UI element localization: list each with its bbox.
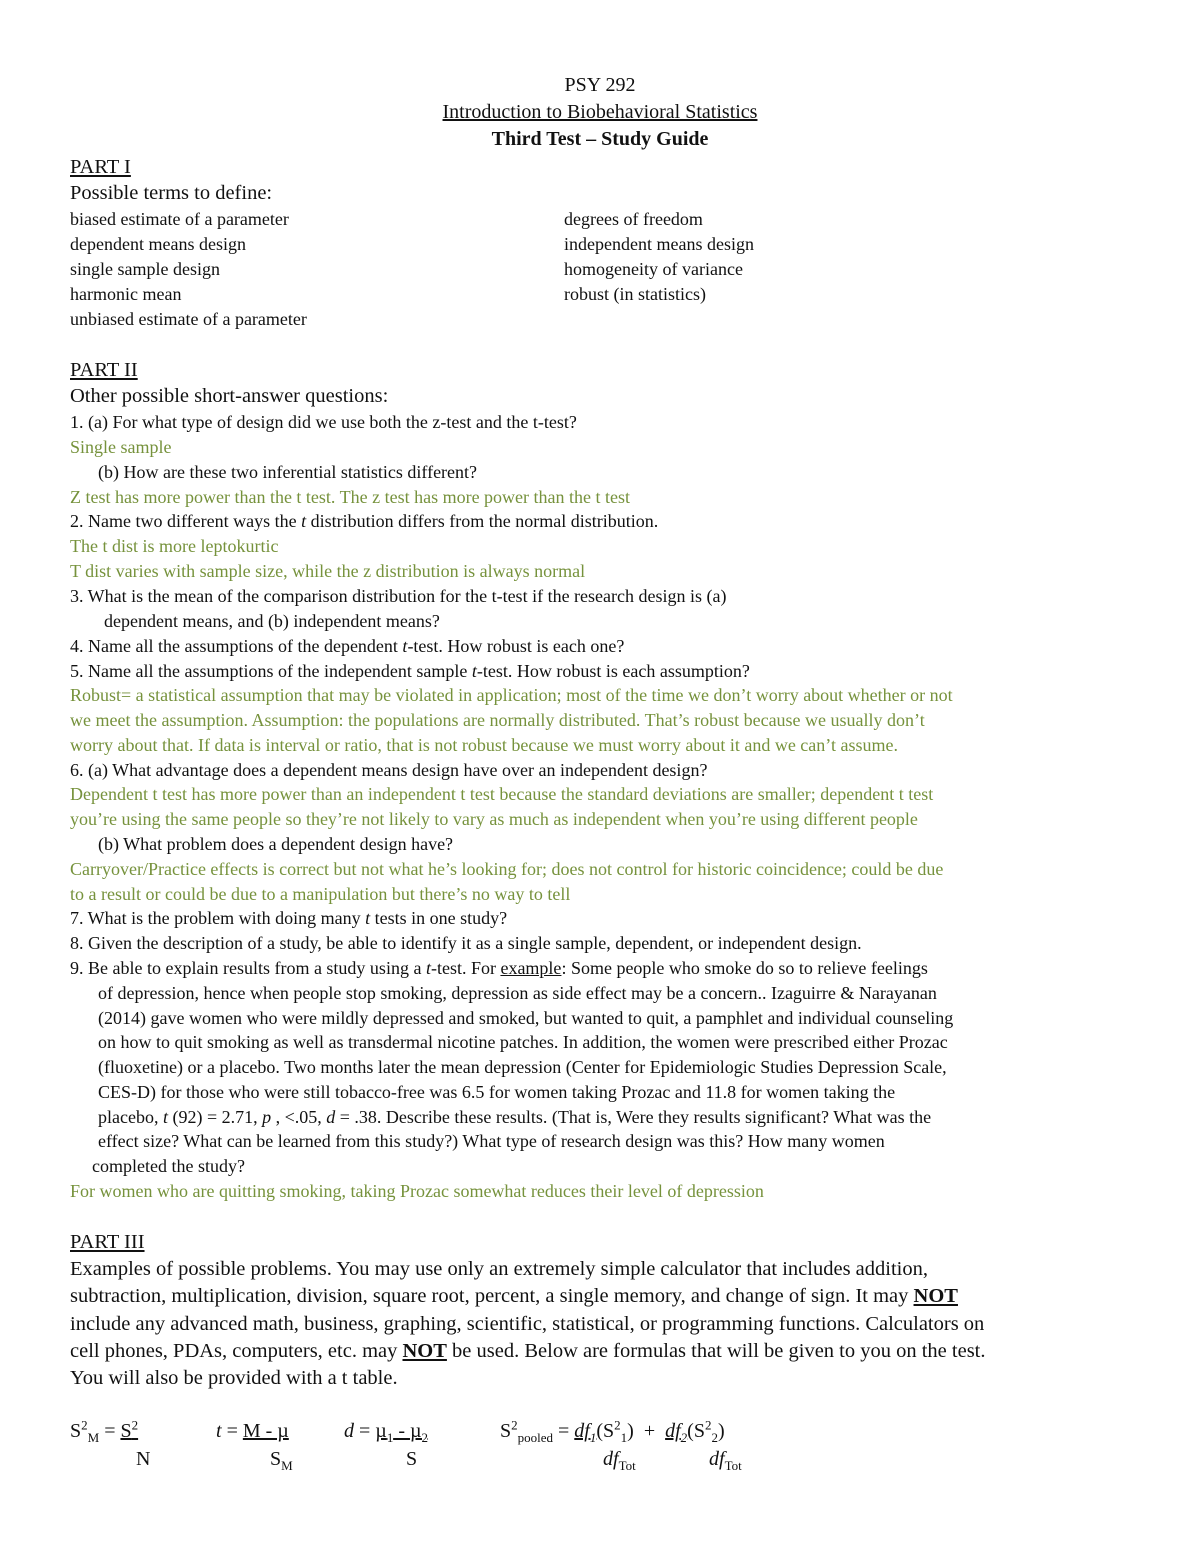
question-6a: 6. (a) What advantage does a dependent means design have over an independent design? xyxy=(70,760,708,780)
question-9-cont: CES-D) for those who were still tobacco-free was 6.5 for women taking Prozac and 11.8 for women taking the xyxy=(98,1082,896,1102)
term-item: independent means design xyxy=(564,234,754,254)
term-item: harmonic mean xyxy=(70,284,182,304)
question-9-cont: (2014) gave women who were mildly depressed and smoked, but wanted to quit, a pamphlet and individual counseling xyxy=(98,1008,954,1028)
document-title: Third Test – Study Guide xyxy=(491,128,709,150)
answer-2-line: T dist varies with sample size, while the z distribution is always normal xyxy=(70,561,586,581)
formula-pooled-variance: $S^2_{pooled} = df_1(S^2_1) + df_2(S^2_2)$ $df_{Tot}$ $df_{Tot}$ xyxy=(500,1417,742,1473)
question-4: 4. Name all the assumptions of the dependent t-test. How robust is each one? xyxy=(70,636,625,656)
part3-heading: PART III xyxy=(70,1231,145,1253)
part3-paragraph-line: subtraction, multiplication, division, square root, percent, a single memory, and change of sign. It may NOT xyxy=(70,1285,958,1307)
term-item: robust (in statistics) xyxy=(564,284,706,304)
part1-heading: PART I xyxy=(70,156,131,178)
formula-effect-size: d = µ$_1$ - µ$_2$ S xyxy=(344,1420,429,1470)
term-item: dependent means design xyxy=(70,234,246,254)
question-9-cont: (fluoxetine) or a placebo. Two months later the mean depression (Center for Epidemiologic Studies Depression Scale, xyxy=(98,1057,947,1077)
question-6b: (b) What problem does a dependent design have? xyxy=(98,834,454,854)
term-item: homogeneity of variance xyxy=(564,259,743,279)
answer-6b-line: Carryover/Practice effects is correct but not what he’s looking for; does not control for historic coincidence; could be due xyxy=(70,859,944,879)
answer-6a-line: Dependent t test has more power than an independent t test because the standard deviations are smaller; dependent t test xyxy=(70,784,934,804)
term-item: biased estimate of a parameter xyxy=(70,209,289,229)
question-9-cont: completed the study? xyxy=(92,1156,245,1176)
part3-paragraph-line: Examples of possible problems. You may use only an extremely simple calculator that includes addition, xyxy=(70,1258,928,1280)
formula-t-statistic: t = M - µ $S_M$ xyxy=(216,1420,293,1473)
answer-5-line: Robust= a statistical assumption that may be violated in application; most of the time we don’t worry about whether or not xyxy=(70,685,953,705)
answer-1b: Z test has more power than the t test. The z test has more power than the t test xyxy=(70,487,631,507)
part3-paragraph-line: include any advanced math, business, graphing, scientific, statistical, or programming functions. Calculators on xyxy=(70,1313,985,1335)
part3-paragraph-line: You will also be provided with a t table. xyxy=(70,1367,398,1389)
course-title: Introduction to Biobehavioral Statistics xyxy=(442,101,758,123)
answer-1a: Single sample xyxy=(70,437,172,457)
part2-intro: Other possible short-answer questions: xyxy=(70,385,389,407)
formula-standard-error: $S^2_M = S^2$ N xyxy=(70,1417,151,1470)
answer-6b-line: to a result or could be due to a manipulation but there’s no way to tell xyxy=(70,884,571,904)
course-code: PSY 292 xyxy=(564,74,636,96)
part1-intro: Possible terms to define: xyxy=(70,182,273,204)
question-8: 8. Given the description of a study, be able to identify it as a single sample, dependent, or independent design. xyxy=(70,933,862,953)
question-1a: 1. (a) For what type of design did we use both the z-test and the t-test? xyxy=(70,412,577,432)
question-1b: (b) How are these two inferential statistics different? xyxy=(98,462,478,482)
term-item: unbiased estimate of a parameter xyxy=(70,309,307,329)
question-2: 2. Name two different ways the t distribution differs from the normal distribution. xyxy=(70,511,659,531)
part3-paragraph-line: cell phones, PDAs, computers, etc. may NOT be used. Below are formulas that will be given to you on the test. xyxy=(70,1340,986,1362)
question-9: 9. Be able to explain results from a study using a t-test. For example: Some people who smoke do so to relieve feelings xyxy=(70,958,928,978)
question-3-cont: dependent means, and (b) independent means? xyxy=(104,611,440,631)
question-3: 3. What is the mean of the comparison distribution for the t-test if the research design is (a) xyxy=(70,586,727,606)
question-9-cont: of depression, hence when people stop smoking, depression as side effect may be a concern.. Izaguirre & Narayanan xyxy=(98,983,937,1003)
question-9-cont: effect size? What can be learned from this study?) What type of research design was this? How many women xyxy=(98,1131,885,1151)
answer-6a-line: you’re using the same people so they’re not likely to vary as much as independent when you’re using different people xyxy=(70,809,918,829)
question-5: 5. Name all the assumptions of the independent sample t-test. How robust is each assumption? xyxy=(70,661,750,681)
answer-2-line: The t dist is more leptokurtic xyxy=(70,536,279,556)
answer-5-line: we meet the assumption. Assumption: the populations are normally distributed. That’s robust because we usually don’t xyxy=(70,710,925,730)
question-7: 7. What is the problem with doing many t tests in one study? xyxy=(70,908,508,928)
question-9-cont: on how to quit smoking as well as transdermal nicotine patches. In addition, the women were prescribed either Prozac xyxy=(98,1032,948,1052)
answer-9: For women who are quitting smoking, taking Prozac somewhat reduces their level of depression xyxy=(70,1181,764,1201)
question-9-stats: placebo, t (92) = 2.71, p , <.05, d = .38. Describe these results. (That is, Were they results significant? What was the xyxy=(98,1107,932,1127)
term-item: single sample design xyxy=(70,259,220,279)
term-item: degrees of freedom xyxy=(564,209,703,229)
part2-heading: PART II xyxy=(70,359,138,381)
answer-5-line: worry about that. If data is interval or ratio, that is not robust because we must worry about it and we can’t assume. xyxy=(70,735,898,755)
